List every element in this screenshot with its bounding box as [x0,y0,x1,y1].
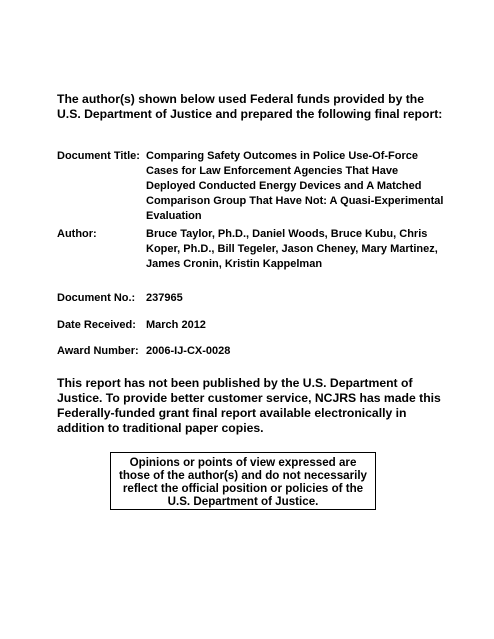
document-title-value: Comparing Safety Outcomes in Police Use-Of-Force Cases for Law Enforcement Agencies That Have Deployed Conducted Energy Devices and A Matched Comparison Group That Have Not: A Quasi-Experimental Evaluation [146,150,444,222]
document-number-label: Document No.: [57,292,136,304]
award-number-label: Award Number: [57,345,139,357]
publication-notice: This report has not been published by the U.S. Department of Justice. To provide better customer service, NCJRS has made this Federally-funded grant final report available electronically in addition to traditional paper copies. [57,376,441,435]
disclaimer-box [110,452,376,510]
document-number-value: 237965 [146,292,183,304]
author-label: Author: [57,228,97,240]
award-number-value: 2006-IJ-CX-0028 [146,345,231,357]
author-value: Bruce Taylor, Ph.D., Daniel Woods, Bruce Kubu, Chris Koper, Ph.D., Bill Tegeler, Jason Cheney, Mary Martinez, James Cronin, Kristin Kappelman [146,228,438,270]
document-title-label: Document Title: [57,150,140,162]
intro-statement: The author(s) shown below used Federal funds provided by the U.S. Department of Justice and prepared the following final report: [57,92,443,121]
date-received-label: Date Received: [57,319,136,331]
date-received-value: March 2012 [146,319,206,331]
disclaimer-text: Opinions or points of view expressed are those of the author(s) and do not necessarily reflect the official position or policies of the U.S. Department of Justice. [118,456,367,508]
